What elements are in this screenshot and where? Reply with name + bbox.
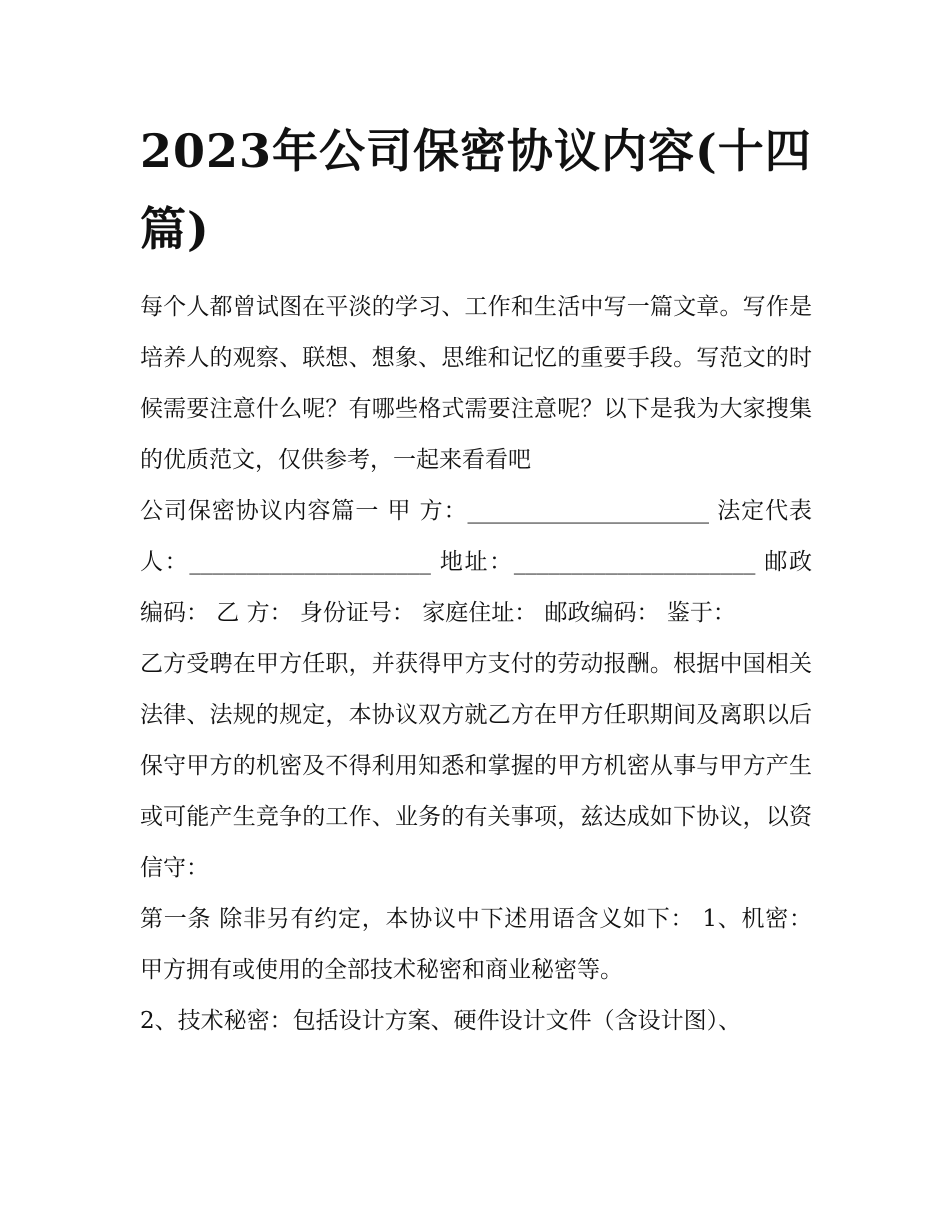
document-title: 2023年公司保密协议内容(十四篇) — [140, 124, 812, 256]
article-one-paragraph: 第一条 除非另有约定，本协议中下述用语含义如下： 1、机密：甲方拥有或使用的全部技术秘密和商业秘密等。 — [140, 906, 812, 983]
technical-secret-paragraph: 2、技术秘密：包括设计方案、硬件设计文件（含设计图）、 — [140, 1008, 742, 1034]
document-page — [140, 112, 812, 1047]
parties-paragraph: 公司保密协议内容篇一 甲 方：_____________________ 法定代表人：_____________________ 地址：_____________________ 邮政编码： 乙 方： 身份证号： 家庭住址： 邮政编码： 鉴于： — [140, 498, 812, 626]
recital-paragraph: 乙方受聘在甲方任职，并获得甲方支付的劳动报酬。根据中国相关法律、法规的规定，本协议双方就乙方在甲方任职期间及离职以后保守甲方的机密及不得利用知悉和掌握的甲方机密从事与甲方产生或可能产生竞争的工作、业务的有关事项，兹达成如下协议，以资信守： — [140, 651, 812, 881]
intro-paragraph: 每个人都曾试图在平淡的学习、工作和生活中写一篇文章。写作是培养人的观察、联想、想象、思维和记忆的重要手段。写范文的时候需要注意什么呢？有哪些格式需要注意呢？以下是我为大家搜集的优质范文，仅供参考，一起来看看吧 — [140, 294, 812, 473]
